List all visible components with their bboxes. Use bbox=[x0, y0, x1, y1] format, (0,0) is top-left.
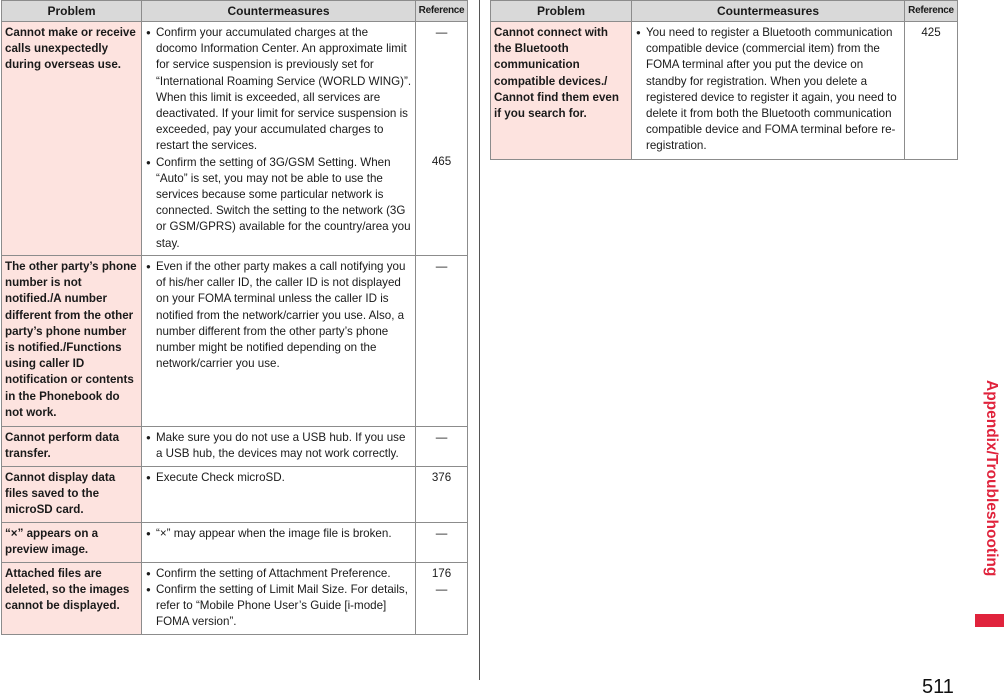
countermeasure-item: ● Make sure you do not use a USB hub. If you use a USB hub, the devices may not work correctly. bbox=[146, 430, 412, 462]
reference-cell bbox=[416, 22, 468, 256]
countermeasures-cell bbox=[632, 22, 905, 160]
countermeasures-cell bbox=[142, 467, 416, 523]
countermeasure-item: ● “×” may appear when the image file is broken. bbox=[146, 526, 412, 542]
header-countermeasures: Countermeasures bbox=[142, 1, 416, 22]
reference-value: 376 bbox=[431, 471, 452, 484]
reference-value: 176 bbox=[431, 566, 452, 580]
countermeasure-item: ● Execute Check microSD. bbox=[146, 470, 412, 486]
reference-cell bbox=[416, 467, 468, 523]
problem-cell: Attached files are deleted, so the images cannot be displayed. bbox=[2, 562, 142, 634]
header-reference: Reference bbox=[905, 1, 958, 22]
table-row bbox=[2, 467, 468, 523]
reference-cell bbox=[416, 522, 468, 562]
problem-cell: Cannot perform data transfer. bbox=[2, 427, 142, 467]
troubleshooting-table-left bbox=[1, 0, 468, 635]
table-row bbox=[491, 22, 958, 160]
header-countermeasures: Countermeasures bbox=[632, 1, 905, 22]
reference-value: — bbox=[435, 431, 448, 444]
header-problem: Problem bbox=[491, 1, 632, 22]
header-problem: Problem bbox=[2, 1, 142, 22]
header-reference: Reference bbox=[416, 1, 468, 22]
page-number: 511 bbox=[922, 676, 954, 698]
countermeasures-cell bbox=[142, 22, 416, 256]
countermeasures-cell bbox=[142, 562, 416, 634]
reference-value: 465 bbox=[431, 155, 452, 168]
reference-value: — bbox=[435, 26, 448, 39]
problem-cell: Cannot connect with the Bluetooth communication compatible devices./ Cannot find them even if you search for. bbox=[491, 22, 632, 160]
countermeasure-item: ● Confirm the setting of Limit Mail Size. For details, refer to “Mobile Phone User’s Guide [i-mode] FOMA version”. bbox=[146, 582, 412, 631]
reference-cell bbox=[416, 256, 468, 427]
reference-value: — bbox=[435, 582, 448, 596]
problem-cell: Cannot display data files saved to the microSD card. bbox=[2, 467, 142, 523]
reference-cell bbox=[416, 427, 468, 467]
countermeasure-item: ● Confirm your accumulated charges at the docomo Information Center. An approximate limit for service suspension is previously set for “International Roaming Service (WORLD WING)”. When this limit is exceeded, all services are deactivated. If your limit for service suspension is exceeded, pay your accumulated charges to restart the services. bbox=[146, 25, 412, 155]
reference-cell bbox=[416, 562, 468, 634]
reference-value: — bbox=[435, 526, 448, 540]
section-side-label: Appendix/Troubleshooting bbox=[983, 380, 1000, 577]
countermeasure-item: ● Even if the other party makes a call notifying you of his/her caller ID, the caller ID is not displayed on your FOMA terminal unless the caller ID is notified from the network/carrier you use. Also, a number different from the other party’s phone number might be notified depending on the network/carrier you use. bbox=[146, 259, 412, 372]
table-row bbox=[2, 522, 468, 562]
column-divider bbox=[479, 0, 480, 680]
table-row bbox=[2, 562, 468, 634]
countermeasures-cell bbox=[142, 522, 416, 562]
section-tab-marker bbox=[975, 614, 1004, 627]
table-header-row bbox=[491, 1, 958, 22]
countermeasure-item: ● You need to register a Bluetooth communication compatible device (commercial item) from the FOMA terminal after you put the device on standby for registration. When you delete a registered device to register it again, you need to delete it from both the Bluetooth communication compatible device and FOMA terminal before re-registration. bbox=[636, 25, 901, 155]
table-row bbox=[2, 22, 468, 256]
problem-cell: “×” appears on a preview image. bbox=[2, 522, 142, 562]
table-row bbox=[2, 256, 468, 427]
reference-value: — bbox=[435, 260, 448, 273]
countermeasures-cell bbox=[142, 256, 416, 427]
problem-cell: The other party’s phone number is not notified./A number different from the other party’s phone number is notified./Functions using caller ID notification or contents in the Phonebook do not work. bbox=[2, 256, 142, 427]
reference-cell bbox=[905, 22, 958, 160]
troubleshooting-table-right bbox=[490, 0, 958, 160]
problem-cell: Cannot make or receive calls unexpectedly during overseas use. bbox=[2, 22, 142, 256]
table-header-row bbox=[2, 1, 468, 22]
countermeasure-item: ● Confirm the setting of Attachment Preference. bbox=[146, 566, 412, 582]
countermeasures-cell bbox=[142, 427, 416, 467]
table-row bbox=[2, 427, 468, 467]
countermeasure-item: ● Confirm the setting of 3G/GSM Setting. When “Auto” is set, you may not be able to use the services because some particular network is connected. Switch the setting to the network (3G or GSM/GPRS) available for the country/area you stay. bbox=[146, 155, 412, 252]
reference-value: 425 bbox=[921, 26, 941, 39]
